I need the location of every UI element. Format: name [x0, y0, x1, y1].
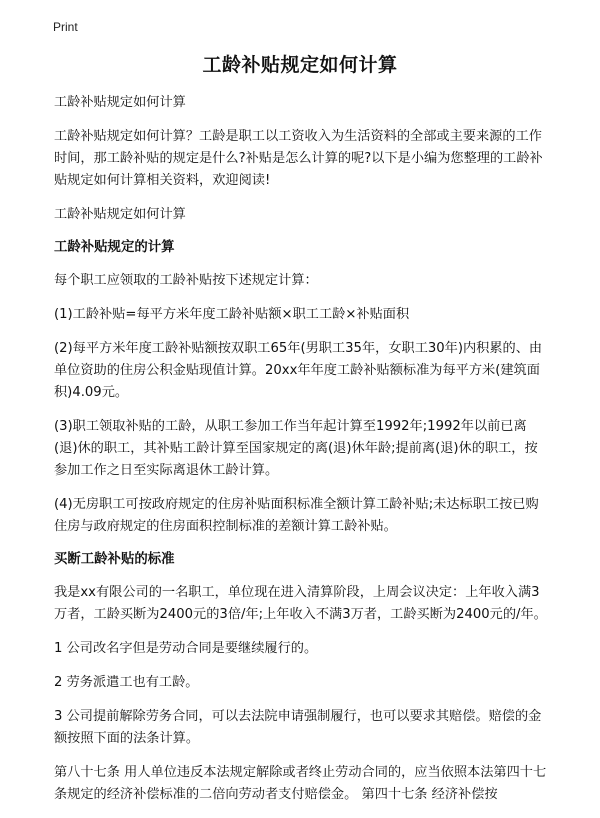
buyout-paragraph-1: 我是xx有限公司的一名职工，单位现在进入清算阶段，上周会议决定：上年收入满3万者，工龄买断为2400元的3倍/年;上年收入不满3万者，工龄买断为2400元的/年。 [54, 585, 547, 622]
section-lead: 每个职工应领取的工龄补贴按下述规定计算： [54, 273, 318, 288]
intro-paragraph: 工龄补贴规定如何计算？工龄是职工以工资收入为生活资料的全部或主要来源的工作时间，那工龄补贴的规定是什么?补贴是怎么计算的呢?以下是小编为您整理的工龄补贴规定如何计算相关资料，欢迎阅读! [54, 129, 543, 188]
rule-item-4: (4)无房职工可按政府规定的住房补贴面积标准全额计算工龄补贴;未达标职工按已购住房与政府规定的住房面积控制标准的差额计算工龄补贴。 [54, 497, 539, 534]
section-heading-buyout: 买断工龄补贴的标准 [54, 552, 175, 567]
repeat-heading: 工龄补贴规定如何计算 [54, 207, 186, 222]
intro-heading: 工龄补贴规定如何计算 [54, 95, 186, 110]
buyout-paragraph-4: 3 公司提前解除劳务合同，可以去法院申请强制履行，也可以要求其赔偿。赔偿的金额按照下面的法条计算。 [54, 709, 542, 746]
buyout-paragraph-5: 第八十七条 用人单位违反本法规定解除或者终止劳动合同的，应当依照本法第四十七条规定的经济补偿标准的二倍向劳动者支付赔偿金。 第四十七条 经济补偿按 [54, 765, 547, 802]
rule-item-3: (3)职工领取补贴的工龄，从职工参加工作当年起计算至1992年;1992年以前已离(退)休的职工，其补贴工龄计算至国家规定的离(退)休年龄;提前离(退)休的职工，按参加工作之日至实际离退休工龄计算。 [54, 419, 538, 478]
rule-item-2: (2)每平方米年度工龄补贴额按双职工65年(男职工35年，女职工30年)内积累的、由单位资助的住房公积金贴现值计算。20xx年年度工龄补贴额标准为每平方米(建筑面积)4.09元。 [54, 341, 543, 400]
buyout-paragraph-3: 2 劳务派遣工也有工龄。 [54, 675, 199, 690]
rule-item-1: (1)工龄补贴=每平方米年度工龄补贴额×职工工龄×补贴面积 [54, 307, 410, 322]
page-title: 工龄补贴规定如何计算 [202, 54, 398, 76]
section-heading-calculation: 工龄补贴规定的计算 [54, 240, 175, 255]
buyout-paragraph-2: 1 公司改名字但是劳动合同是要继续履行的。 [54, 641, 318, 656]
article-body [54, 92, 549, 818]
print-link[interactable]: Print [53, 20, 78, 34]
